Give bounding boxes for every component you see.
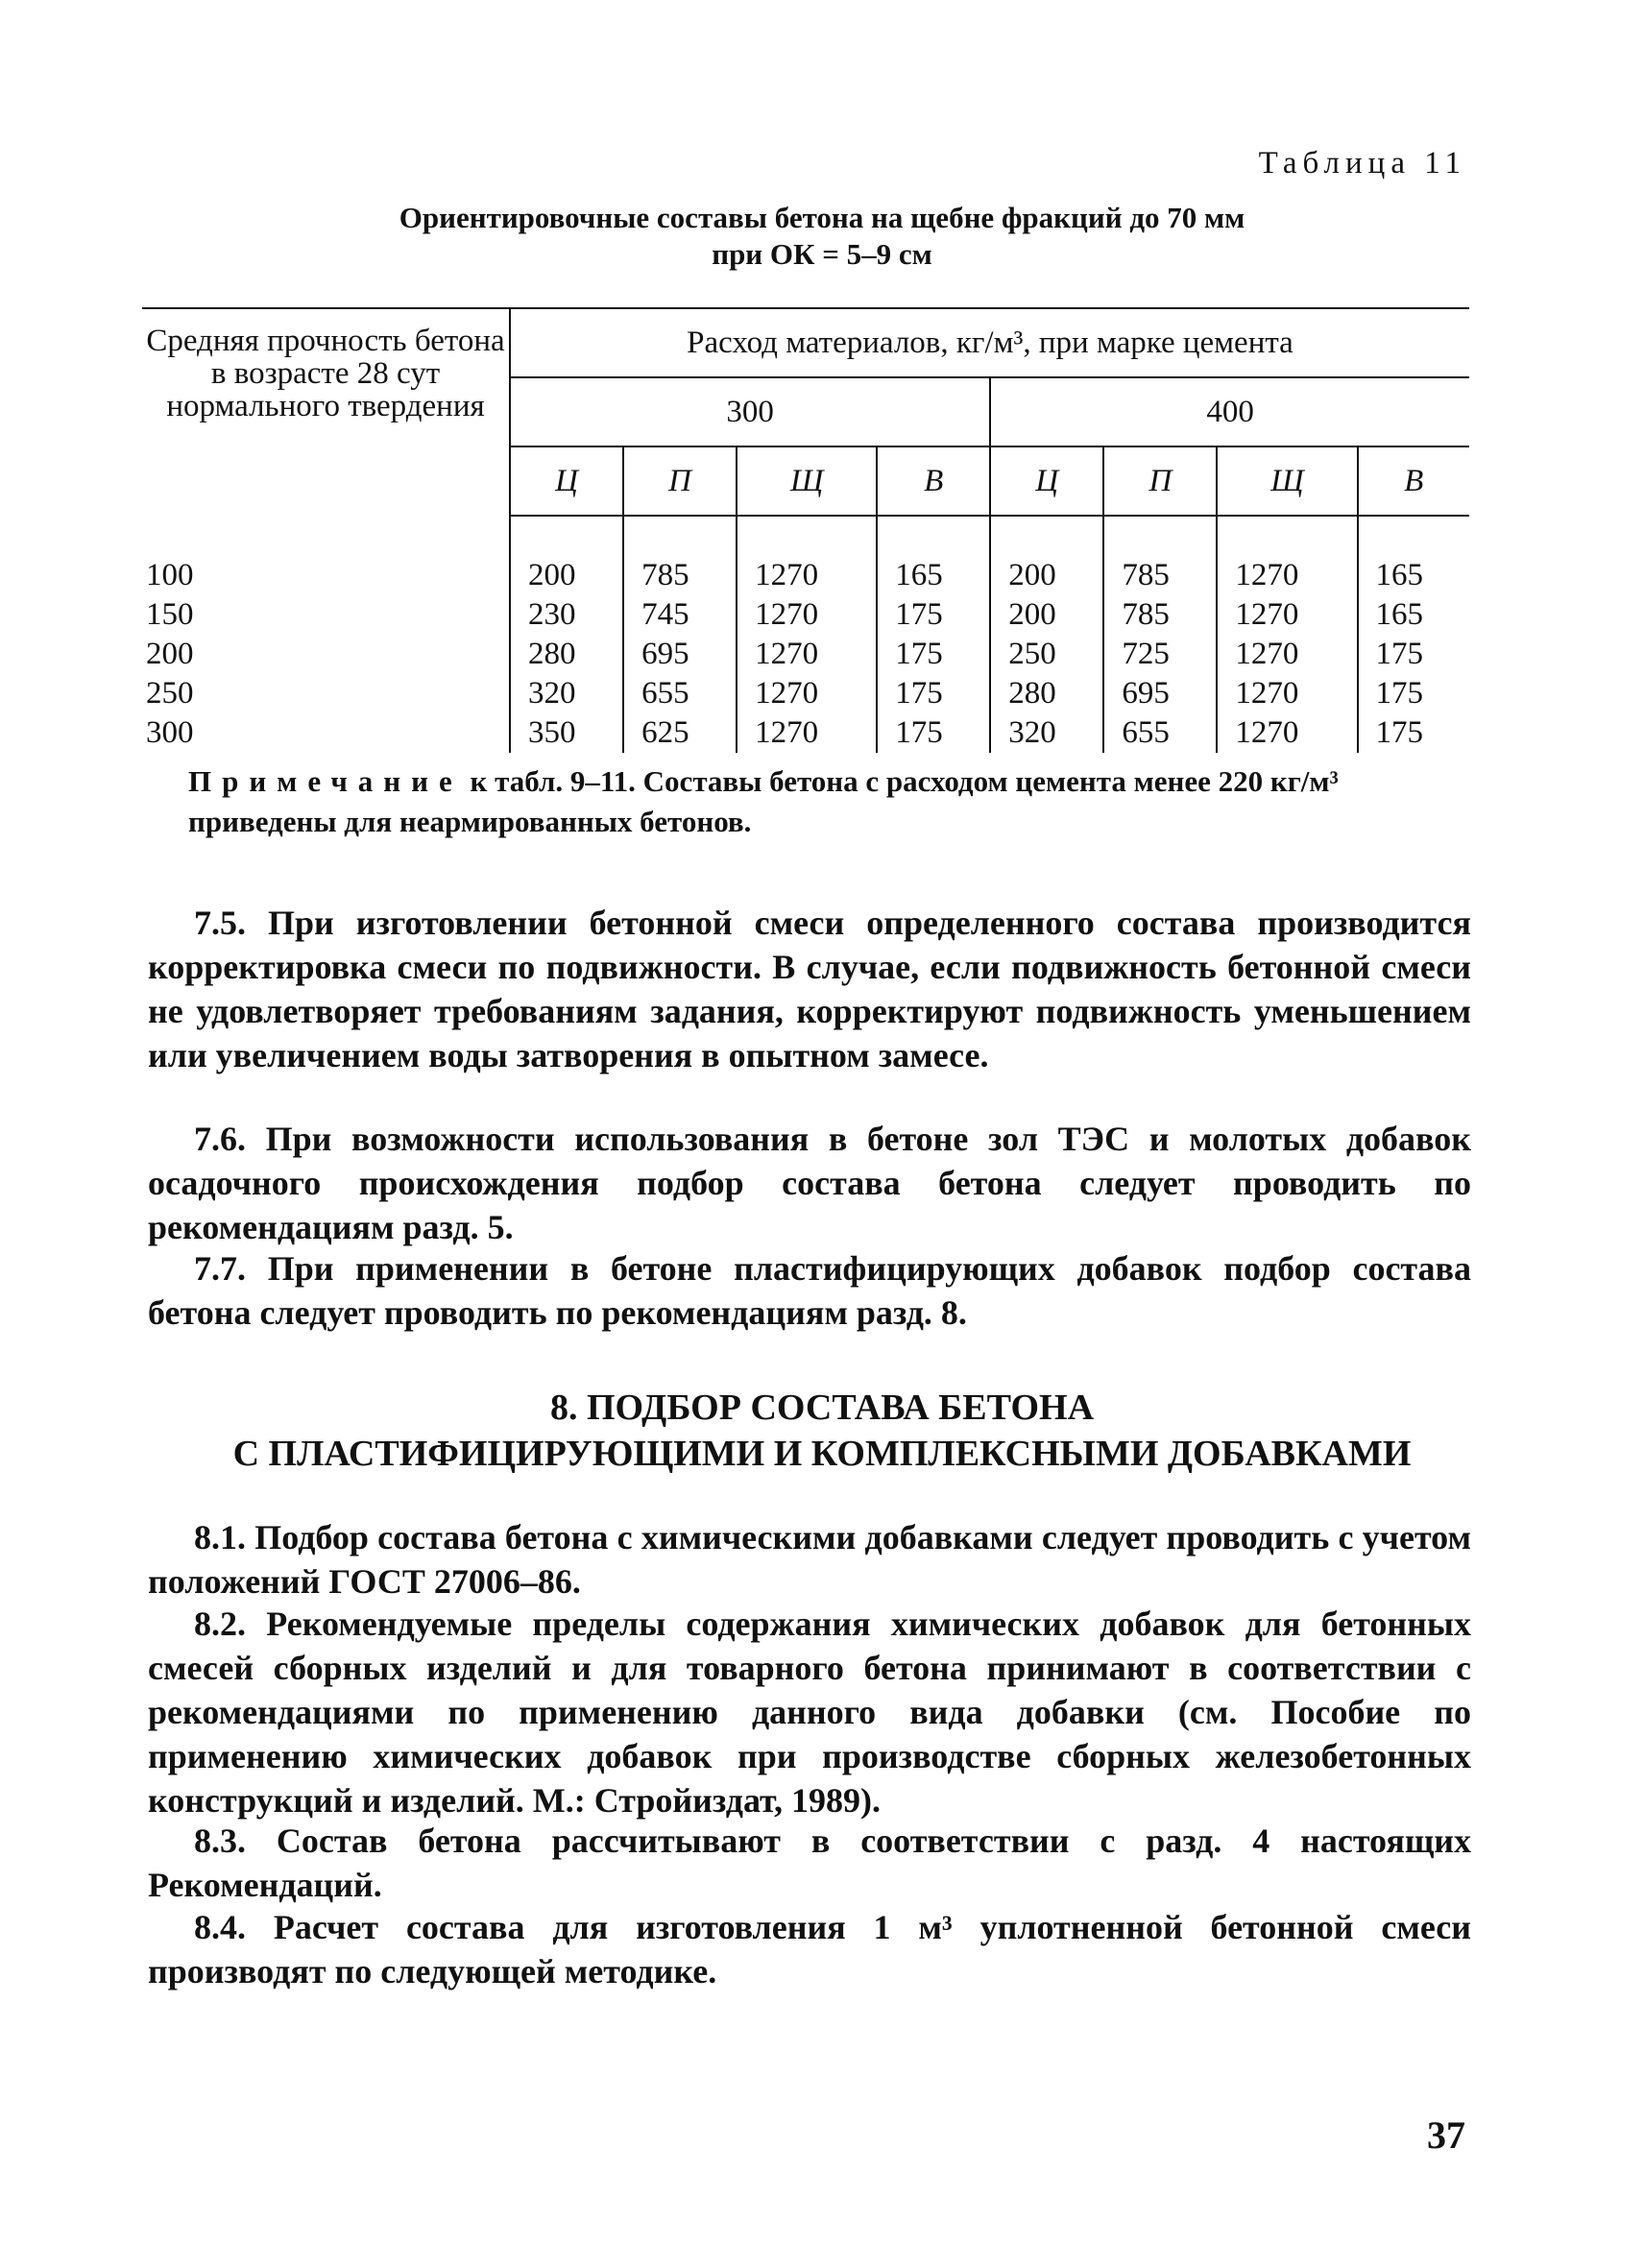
table-cell: 175	[1358, 635, 1470, 674]
table-cell: 1270	[737, 595, 877, 635]
table-cell: 1270	[1217, 635, 1357, 674]
note-label: Примечание	[188, 764, 463, 798]
subheader-sand: П	[623, 446, 737, 516]
table-cell: 1270	[737, 635, 877, 674]
paragraph-8-4: 8.4. Расчет состава для изготовления 1 м³ уплотненной бетонной смеси производят по следующей методике.	[148, 1908, 1471, 1991]
table-cell: 175	[877, 595, 990, 635]
table-cell: 695	[623, 635, 737, 674]
table-cell: 165	[877, 556, 990, 595]
table-cell: 1270	[1217, 674, 1357, 713]
table-cell: 350	[510, 713, 623, 753]
table-cell: 1270	[1217, 713, 1357, 753]
cement-mark-400-header: 400	[990, 377, 1469, 446]
concrete-mix-table	[142, 307, 1469, 753]
cell-strength: 300	[146, 715, 194, 750]
table-row	[142, 674, 1469, 713]
cement-mark-300-header: 300	[510, 377, 990, 446]
cell-strength: 250	[146, 676, 194, 711]
table-cell: 785	[1103, 595, 1217, 635]
table-row	[142, 635, 1469, 674]
cell-strength: 150	[146, 597, 194, 632]
table-title	[0, 200, 1644, 273]
subheader-water: В	[877, 446, 990, 516]
table-cell: 320	[990, 713, 1103, 753]
table-cell: 165	[1358, 595, 1470, 635]
table-cell: 175	[877, 713, 990, 753]
table-cell: 695	[1103, 674, 1217, 713]
note-text: к табл. 9–11. Составы бетона с расходом цемента менее 220 кг/м³ приведены для неармированных бетонов.	[188, 764, 1339, 838]
materials-group-header: Расход материалов, кг/м³, при марке цемента	[510, 308, 1469, 377]
table-cell: 175	[1358, 713, 1470, 753]
paragraph-7-7: 7.7. При применении в бетоне пластифицирующих добавок подбор состава бетона следует проводить по рекомендациям разд. 8.	[148, 1249, 1471, 1332]
table-title-line-2: при ОК = 5–9 см	[712, 237, 932, 271]
paragraph-8-1: 8.1. Подбор состава бетона с химическими добавками следует проводить с учетом положений ГОСТ 27006–86.	[148, 1518, 1471, 1601]
table-cell: 320	[510, 674, 623, 713]
table-title-line-1: Ориентировочные составы бетона на щебне фракций до 70 мм	[399, 201, 1245, 234]
table-cell: 625	[623, 713, 737, 753]
table-cell: 1270	[737, 713, 877, 753]
table-cell: 250	[990, 635, 1103, 674]
table-cell: 1270	[1217, 595, 1357, 635]
subheader-crushed-stone: Щ	[737, 446, 877, 516]
table-row	[142, 713, 1469, 753]
table-cell: 745	[623, 595, 737, 635]
table-cell: 175	[1358, 674, 1470, 713]
table-cell: 280	[990, 674, 1103, 713]
table-cell: 280	[510, 635, 623, 674]
section-heading-line-1: 8. ПОДБОР СОСТАВА БЕТОНА	[549, 1387, 1095, 1428]
table-cell: 785	[623, 556, 737, 595]
subheader-sand: П	[1103, 446, 1217, 516]
table-cell: 200	[990, 595, 1103, 635]
table-cell: 175	[877, 635, 990, 674]
paragraph-7-5: 7.5. При изготовлении бетонной смеси определенного состава производится корректировка смеси по подвижности. В случае, если подвижность бетонной смеси не удовлетворяет требованиям задания, корректируют подвижность уменьшением или увеличением воды затворения в опытном замесе.	[148, 904, 1471, 1074]
paragraph-8-3: 8.3. Состав бетона рассчитывают в соответствии с разд. 4 настоящих Рекомендаций.	[148, 1822, 1471, 1904]
table-cell: 200	[510, 556, 623, 595]
table-cell: 200	[990, 556, 1103, 595]
table-cell: 655	[623, 674, 737, 713]
table-note	[188, 761, 1470, 842]
subheader-cement: Ц	[510, 446, 623, 516]
cell-strength: 200	[146, 637, 194, 671]
table-row	[142, 556, 1469, 595]
cell-strength: 100	[146, 558, 194, 592]
section-heading-line-2: С ПЛАСТИФИЦИРУЮЩИМИ И КОМПЛЕКСНЫМИ ДОБАВКАМИ	[232, 1434, 1412, 1474]
table-cell: 725	[1103, 635, 1217, 674]
strength-column-header: Средняя прочность бетона в возрасте 28 сут нормального твердения	[142, 308, 510, 516]
paragraph-8-2: 8.2. Рекомендуемые пределы содержания химических добавок для бетонных смесей сборных изделий и для товарного бетона принимают в соответствии с рекомендациями по применению данного вида добавки (см. Пособие по применению химических добавок при производстве сборных железобетонных конструкций и изделий. М.: Стройиздат, 1989).	[148, 1604, 1471, 1820]
paragraph-7-6: 7.6. При возможности использования в бетоне зол ТЭС и молотых добавок осадочного происхождения подбор состава бетона следует проводить по рекомендациям разд. 5.	[148, 1120, 1471, 1246]
table-cell: 230	[510, 595, 623, 635]
table-cell: 1270	[737, 674, 877, 713]
table-cell: 1270	[737, 556, 877, 595]
page-number: 37	[1427, 2113, 1465, 2157]
subheader-crushed-stone: Щ	[1217, 446, 1357, 516]
table-cell: 1270	[1217, 556, 1357, 595]
table-cell: 175	[877, 674, 990, 713]
subheader-cement: Ц	[990, 446, 1103, 516]
table-cell: 165	[1358, 556, 1470, 595]
table-row	[142, 595, 1469, 635]
subheader-water: В	[1358, 446, 1470, 516]
table-cell: 785	[1103, 556, 1217, 595]
section-heading	[0, 1385, 1644, 1477]
table-number: Таблица 11	[1258, 146, 1466, 181]
table-cell: 655	[1103, 713, 1217, 753]
